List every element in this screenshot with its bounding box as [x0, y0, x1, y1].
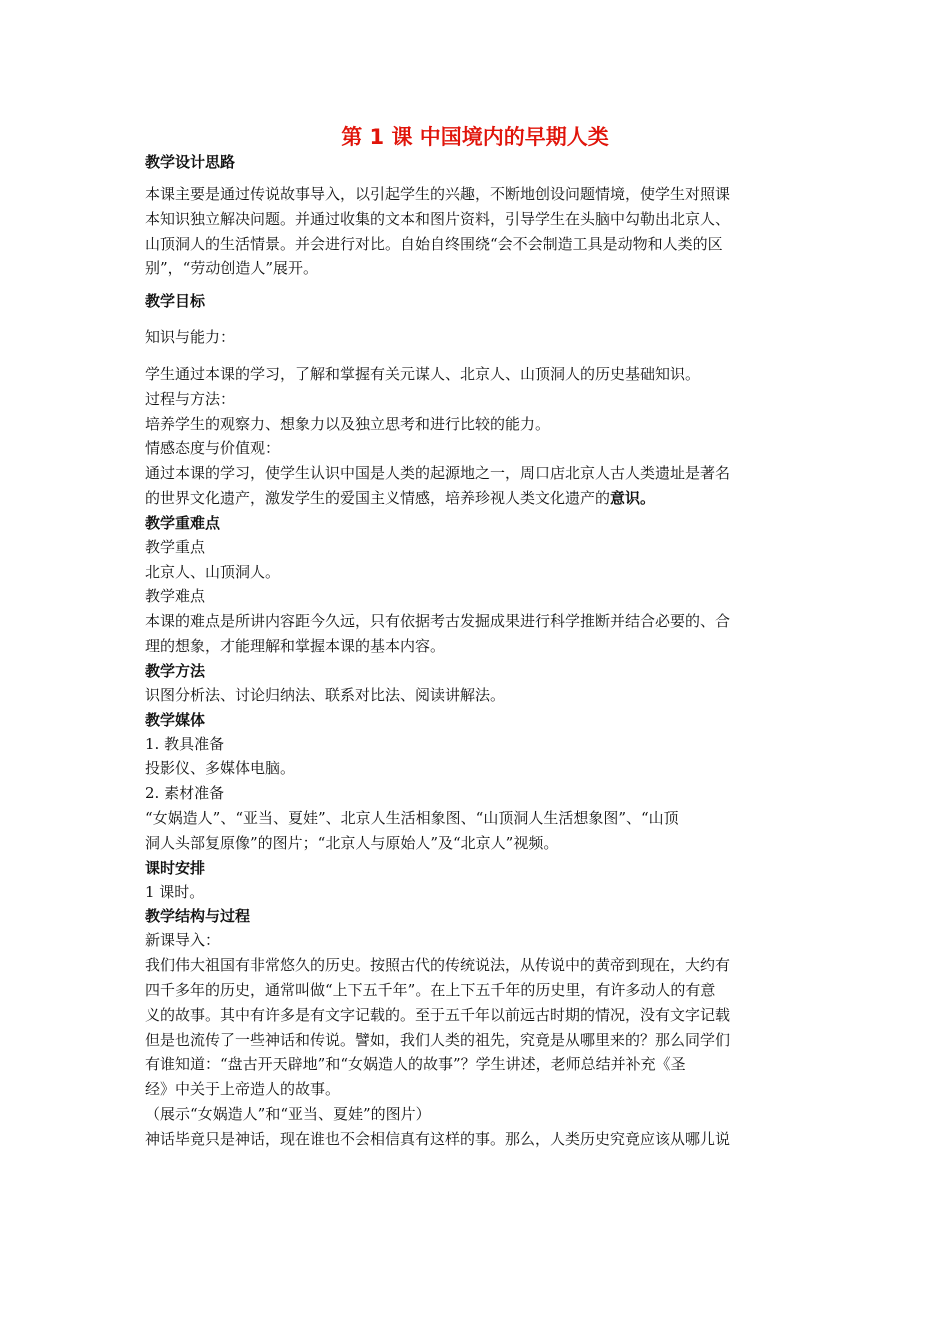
difficult-line: 本课的难点是所讲内容距今久远，只有依据考古发掘成果进行科学推断并结合必要的、合 [145, 612, 731, 631]
schedule-text: 1 课时。 [145, 882, 205, 901]
key-heading: 教学重难点 [145, 513, 221, 532]
intro-line: 义的故事。其中有许多是有文字记载的。至于五千年以前远古时期的情况，没有文字记载 [145, 1005, 731, 1024]
process-text: 培养学生的观察力、想象力以及独立思考和进行比较的能力。 [145, 414, 551, 433]
key-text: 北京人、山顶洞人。 [145, 562, 281, 581]
design-heading: 教学设计思路 [145, 153, 236, 171]
method-text: 识图分析法、讨论归纳法、联系对比法、阅读讲解法。 [145, 685, 506, 704]
media-heading: 教学媒体 [145, 710, 206, 729]
media-text: 投影仪、多媒体电脑。 [145, 759, 296, 778]
difficult-label: 教学难点 [145, 587, 206, 606]
design-line: 本课主要是通过传说故事导入，以引起学生的兴趣，不断地创设问题情境，使学生对照课 [145, 185, 731, 203]
design-line: 山顶洞人的生活情景。并会进行对比。自始自终围绕“会不会制造工具是动物和人类的区 [145, 234, 723, 253]
intro-line: 但是也流传了一些神话和传说。譬如，我们人类的祖先，究竟是从哪里来的？那么同学们 [145, 1030, 731, 1049]
intro-line: 我们伟大祖国有非常悠久的历史。按照古代的传统说法，从传说中的黄帝到现在，大约有 [145, 956, 731, 975]
design-line: 本知识独立解决问题。并通过收集的文本和图片资料，引导学生在头脑中勾勒出北京人、 [145, 209, 731, 228]
emotion-line-text: 的世界文化遗产，激发学生的爱国主义情感，培养珍视人类文化遗产的 [145, 488, 611, 507]
last-line: 神话毕竟只是神话，现在谁也不会相信真有这样的事。那么，人类历史究竟应该从哪儿说 [145, 1129, 731, 1148]
document-body [145, 150, 815, 1152]
schedule-heading: 课时安排 [145, 858, 206, 877]
intro-line: 有谁知道：“盘古开天辟地”和“女娲造人的故事”？学生讲述，老师总结并补充《圣 [145, 1055, 686, 1074]
key-label: 教学重点 [145, 537, 206, 556]
emotion-label: 情感态度与价值观： [145, 439, 281, 458]
lesson-title: 第 1 课 中国境内的早期人类 [341, 125, 609, 149]
structure-heading: 教学结构与过程 [145, 907, 251, 926]
show-line: （展示“女娲造人”和“亚当、夏娃”的图片） [145, 1104, 431, 1123]
knowledge-text: 学生通过本课的学习，了解和掌握有关元谋人、北京人、山顶洞人的历史基础知识。 [145, 364, 701, 383]
process-label: 过程与方法： [145, 389, 236, 408]
design-line: 别”，“劳动创造人”展开。 [145, 259, 319, 278]
emotion-bold-text: 意识。 [610, 488, 656, 507]
emotion-line: 通过本课的学习，使学生认识中国是人类的起源地之一，周口店北京人古人类遗址是著名 [145, 464, 731, 483]
intro-line: 四千多年的历史，通常叫做“上下五千年”。在上下五千年的历史里，有许多动人的有意 [145, 980, 716, 999]
method-heading: 教学方法 [145, 661, 206, 680]
emotion-line [145, 486, 815, 511]
media-item: 2. 素材准备 [145, 784, 225, 803]
media-line: “女娲造人”、“亚当、夏娃”、北京人生活相象图、“山顶洞人生活想象图”、“山顶 [145, 808, 679, 827]
media-item: 1. 教具准备 [145, 734, 225, 753]
difficult-line: 理的想象，才能理解和掌握本课的基本内容。 [145, 636, 446, 655]
intro-label: 新课导入： [145, 931, 221, 950]
media-line: 洞人头部复原像”的图片；“北京人与原始人”及“北京人”视频。 [145, 833, 559, 852]
intro-line: 经》中关于上帝造人的故事。 [145, 1080, 341, 1099]
knowledge-label: 知识与能力： [145, 328, 236, 347]
goals-heading: 教学目标 [145, 292, 206, 311]
